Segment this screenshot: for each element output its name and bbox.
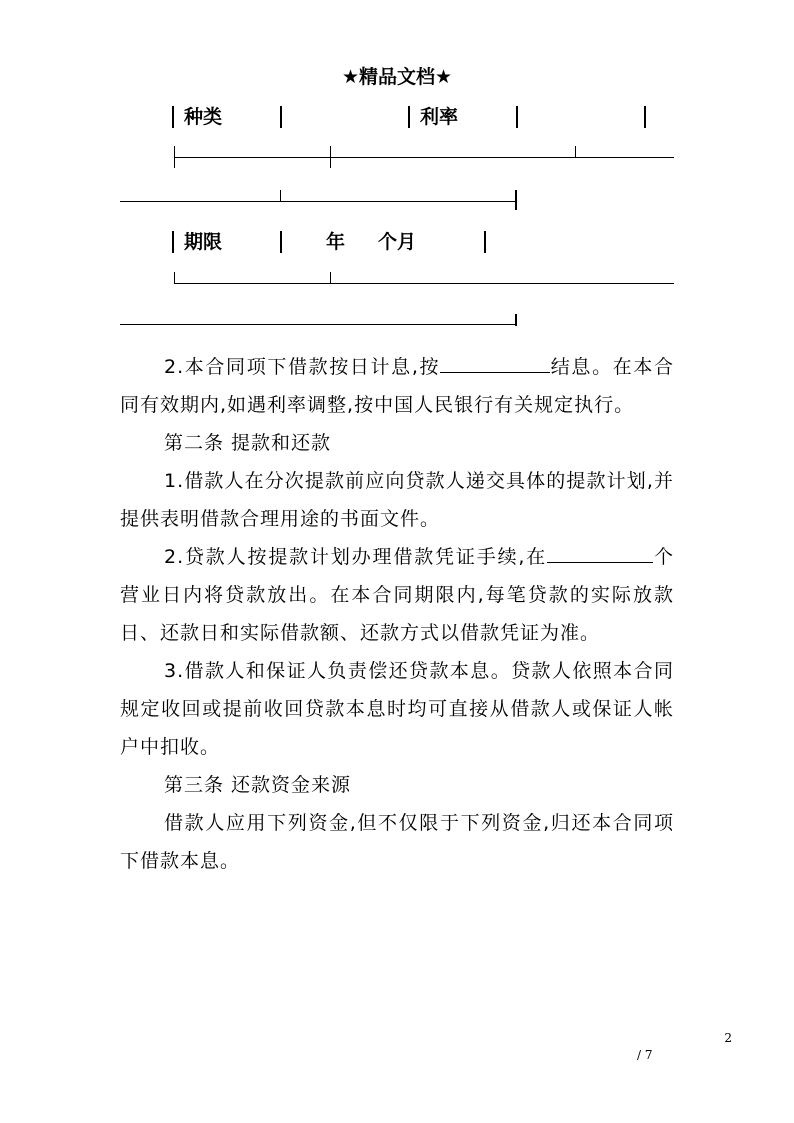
repayment-paragraph: 3.借款人和保证人负责偿还贷款本息。贷款人依照本合同规定收回或提前收回贷款本息时均可直接从借款人或保证人帐户中扣收。 <box>120 660 674 758</box>
interest-text-b: 结息。在本合同有效期内,如遇利率调整,按中国人民银行有关规定执行。 <box>120 356 674 416</box>
funding-source-paragraph: 借款人应用下列资金,但不仅限于下列资金,归还本合同项下借款本息。 <box>120 812 674 872</box>
page-number: 2 <box>724 1031 732 1045</box>
loan-release-text-b: 个营业日内将贷款放出。在本合同期限内,每笔贷款的实际放款日、还款日和实际借款额、还款方式以借款凭证为准。 <box>120 546 674 644</box>
table-border <box>516 106 518 128</box>
term-label: 期限 <box>184 231 223 253</box>
interest-text-a: 2.本合同项下借款按日计息,按 <box>164 356 441 378</box>
rule-line <box>120 324 516 325</box>
article-2-title: 第二条 提款和还款 <box>164 432 332 454</box>
withdrawal-plan-paragraph: 1.借款人在分次提款前应向贷款人递交具体的提款计划,并提供表明借款合理用途的书面文件。 <box>120 470 674 530</box>
article-3-title: 第三条 还款资金来源 <box>164 774 352 796</box>
table-border <box>484 231 486 253</box>
month-label: 个月 <box>378 231 417 253</box>
rule-tick <box>515 190 517 210</box>
rate-label: 利率 <box>420 106 459 128</box>
loan-release-text-a: 2.贷款人按提款计划办理借款凭证手续,在 <box>164 546 548 568</box>
rule-tick <box>330 146 331 168</box>
year-label: 年 <box>326 231 346 253</box>
rule-tick <box>330 272 331 284</box>
rule-line <box>120 201 516 202</box>
table-border <box>280 106 282 128</box>
table-border <box>172 231 174 253</box>
interest-paragraph <box>120 348 674 424</box>
table-border <box>644 106 646 128</box>
rule-tick <box>280 190 281 202</box>
settlement-blank <box>440 350 550 373</box>
loan-release-paragraph <box>120 538 674 652</box>
business-days-blank <box>547 540 653 563</box>
rule-line <box>174 283 674 284</box>
rule-tick <box>515 314 517 326</box>
contract-body <box>120 348 674 880</box>
table-border <box>280 231 282 253</box>
table-border <box>408 106 410 128</box>
rule-tick <box>575 146 576 158</box>
page-total: / 7 <box>637 1048 653 1062</box>
type-label: 种类 <box>184 106 223 128</box>
table-border <box>172 106 174 128</box>
rule-line <box>174 157 674 158</box>
header-title: ★精品文档★ <box>341 66 453 88</box>
